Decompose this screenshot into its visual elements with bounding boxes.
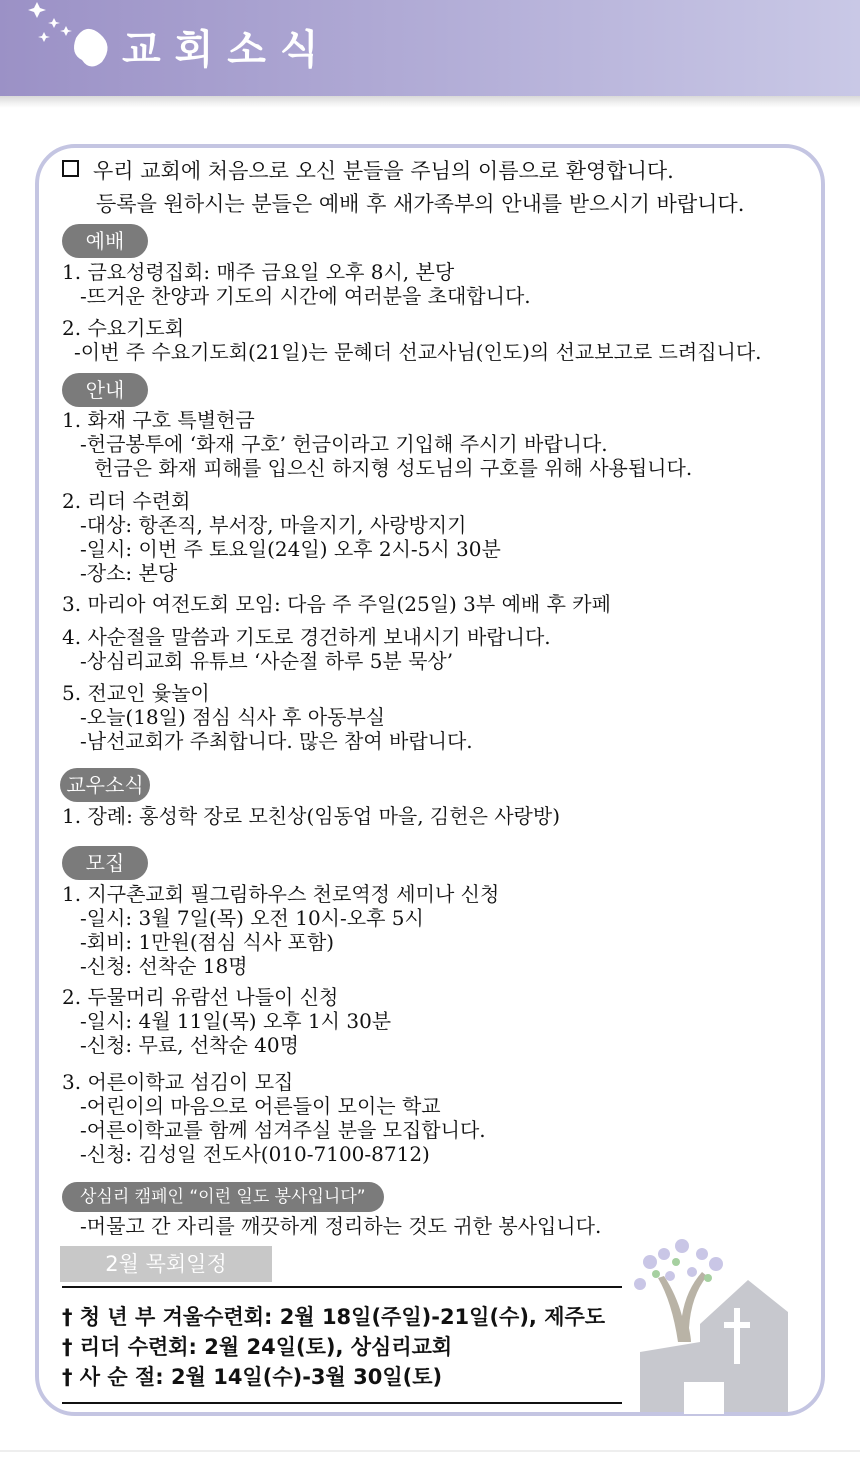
schedule-item: † 사 순 절: 2월 14일(수)-3월 30일(토): [62, 1365, 443, 1389]
item-detail: -신청: 김성일 전도사(010-7100-8712): [80, 1142, 430, 1166]
header-shadow: [0, 96, 860, 108]
list-item: [62, 985, 391, 1057]
section-label-worship: 예배: [62, 224, 148, 258]
schedule-list: [62, 1302, 605, 1392]
item-detail: -어른이학교를 함께 섬겨주실 분을 모집합니다.: [80, 1118, 486, 1142]
item-detail: -상심리교회 유튜브 ‘사순절 하루 5분 묵상’: [80, 649, 454, 673]
list-item: [62, 625, 551, 673]
list-item: [62, 882, 499, 978]
item-detail: -어린이의 마음으로 어른들이 모이는 학교: [80, 1094, 441, 1118]
item-detail: -신청: 무료, 선착순 40명: [80, 1033, 299, 1057]
item-detail: -남선교회가 주최합니다. 많은 참여 바랍니다.: [80, 729, 473, 753]
footer-divider: [0, 1450, 860, 1452]
schedule-bottom-rule: [62, 1402, 622, 1404]
section-label-recruit: 모집: [62, 846, 148, 880]
item-detail: -신청: 선착순 18명: [80, 954, 248, 978]
item-title: 4. 사순절을 말씀과 기도로 경건하게 보내시기 바랍니다.: [62, 625, 551, 649]
header-banner: [0, 0, 860, 104]
list-item: [62, 260, 531, 308]
section-label-members: 교우소식: [60, 768, 150, 802]
list-item: [62, 316, 762, 364]
welcome-line-2: 등록을 원하시는 분들은 예배 후 새가족부의 안내를 받으시기 바랍니다.: [96, 192, 745, 216]
welcome-message: [62, 155, 744, 221]
welcome-line-1: 우리 교회에 처음으로 오신 분들을 주님의 이름으로 환영합니다.: [93, 159, 674, 183]
item-title: 5. 전교인 윷놀이: [62, 681, 210, 705]
list-item: [62, 681, 473, 753]
campaign-text: -머물고 간 자리를 깨끗하게 정리하는 것도 귀한 봉사입니다.: [80, 1214, 602, 1238]
item-detail: -대상: 항존직, 부서장, 마을지기, 사랑방지기: [80, 513, 467, 537]
item-detail: -회비: 1만원(점심 식사 포함): [80, 930, 335, 954]
item-title: 2. 리더 수련회: [62, 489, 191, 513]
schedule-label: 2월 목회일정: [60, 1246, 272, 1282]
item-detail: -이번 주 수요기도회(21일)는 문혜더 선교사님(인도)의 선교보고로 드려집니다.: [74, 340, 762, 364]
item-title: 2. 수요기도회: [62, 316, 185, 340]
list-item: [62, 489, 501, 585]
campaign-label: 상심리 캠페인 “이런 일도 봉사입니다”: [62, 1182, 384, 1212]
item-title: 1. 금요성령집회: 매주 금요일 오후 8시, 본당: [62, 260, 455, 284]
item-title: 3. 어른이학교 섬김이 모집: [62, 1070, 294, 1094]
item-title: 1. 장례: 홍성학 장로 모친상(임동업 마을, 김헌은 사랑방): [62, 804, 561, 828]
item-title: 2. 두물머리 유람선 나들이 신청: [62, 985, 339, 1009]
item-detail: -일시: 3월 7일(목) 오전 10시-오후 5시: [80, 906, 424, 930]
list-item: [62, 804, 560, 828]
section-label-notice: 안내: [62, 373, 148, 407]
item-title: 1. 화재 구호 특별헌금: [62, 408, 255, 432]
list-item: [62, 592, 611, 616]
schedule-item: † 청 년 부 겨울수련회: 2월 18일(주일)-21일(수), 제주도: [62, 1305, 606, 1329]
item-detail: -장소: 본당: [80, 561, 178, 585]
schedule-item: † 리더 수련회: 2월 24일(토), 상심리교회: [62, 1335, 453, 1359]
item-detail: -헌금봉투에 ‘화재 구호’ 헌금이라고 기입해 주시기 바랍니다.: [80, 432, 608, 456]
list-item: [62, 408, 692, 480]
list-item: [62, 1070, 486, 1166]
flower-decoration-icon: [24, 0, 124, 80]
item-title: 1. 지구촌교회 필그림하우스 천로역정 세미나 신청: [62, 882, 500, 906]
church-illustration-icon: [620, 1232, 820, 1414]
item-detail: -뜨거운 찬양과 기도의 시간에 여러분을 초대합니다.: [80, 284, 531, 308]
item-detail: -일시: 이번 주 토요일(24일) 오후 2시-5시 30분: [80, 537, 501, 561]
item-detail: -일시: 4월 11일(목) 오후 1시 30분: [80, 1009, 392, 1033]
item-detail: -오늘(18일) 점심 식사 후 아동부실: [80, 705, 386, 729]
schedule-top-rule: [62, 1286, 622, 1288]
item-title: 3. 마리아 여전도회 모임: 다음 주 주일(25일) 3부 예배 후 카페: [62, 592, 611, 616]
item-detail: 헌금은 화재 피해를 입으신 하지형 성도님의 구호를 위해 사용됩니다.: [94, 456, 693, 480]
page-title: 교회소식: [122, 27, 333, 73]
checkbox-bullet-icon: [62, 160, 79, 177]
